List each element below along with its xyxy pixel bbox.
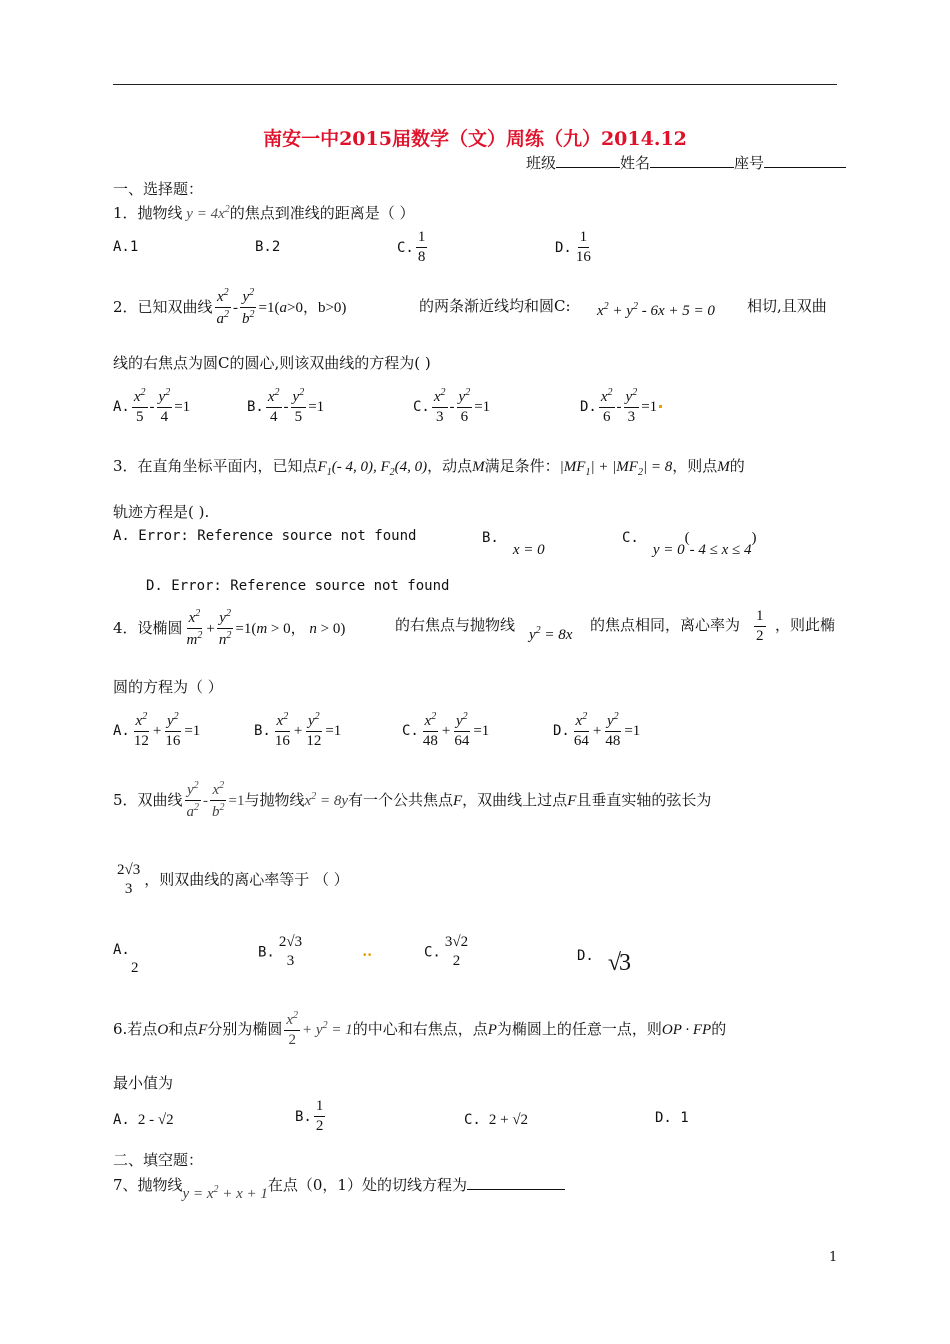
q4-text-a: 4．设椭圆 xyxy=(113,618,183,637)
question-3-line2: 轨迹方程是( ). xyxy=(113,503,210,521)
fraction: $\frac{y^2}{b^2}$ xyxy=(242,287,255,328)
q2-option-d-label: D. xyxy=(580,398,597,415)
q1-option-d xyxy=(555,229,595,267)
q1-option-c xyxy=(397,229,429,267)
q1-option-a xyxy=(113,239,138,255)
q2-text-c: 相切,且双曲 xyxy=(747,297,827,315)
fraction: $\frac{y^2}{5}$ xyxy=(292,387,305,426)
q7-text-b: 在点（0，1）处的切线方程为 xyxy=(267,1176,467,1194)
q3-option-c-label: C. xyxy=(622,530,639,546)
name-blank[interactable] xyxy=(650,153,734,168)
q4-text-d-wrap xyxy=(775,614,835,635)
q6-text-b: 和点 xyxy=(168,1019,199,1038)
q5-option-d: D. √3 xyxy=(577,948,630,976)
q3-option-d: D. Error: Reference source not found xyxy=(146,578,450,594)
q6-option-d: D. 1 xyxy=(655,1110,689,1126)
fraction: $\frac{1}{2}$ xyxy=(315,1098,324,1135)
fraction: $\frac{x^2}{6}$ xyxy=(600,387,613,426)
fraction: $\frac{1}{16}$ xyxy=(575,229,591,266)
q1-text-b: 的焦点到准线的距离是（ ） xyxy=(229,204,415,222)
artifact-dots: ‥ xyxy=(362,942,373,961)
q3-text-d: ，则点 xyxy=(672,457,718,475)
q3-option-a: A. Error: Reference source not found xyxy=(113,528,417,544)
q1-option-b xyxy=(255,239,280,255)
q4-text-c-wrap xyxy=(590,614,740,635)
fraction: 2√3 3 xyxy=(117,862,141,898)
q6-text-f: 的 xyxy=(711,1019,727,1038)
q3-condition-formula: $|MF_1| + |MF_2| = 8$ xyxy=(559,459,673,478)
fraction: $\frac{1}{8}$ xyxy=(417,229,426,266)
q5-option-b-label: B. xyxy=(258,944,275,961)
fraction: $\frac{y^2}{a^2}$ xyxy=(186,780,200,821)
q1-option-a-label: A.1 xyxy=(113,239,139,255)
q4-option-c-label: C. xyxy=(402,722,419,739)
q4-text-b-wrap xyxy=(395,614,515,635)
q3-text-e: 的 xyxy=(729,457,745,475)
q6-option-a-label: A. xyxy=(113,1112,130,1128)
page-title: 南安一中2015届数学（文）周练（九）2014.12 xyxy=(263,128,687,150)
fraction: $\frac{x^2}{3}$ xyxy=(433,387,446,426)
fraction: $\frac{x^2}{2}$ xyxy=(286,1010,299,1049)
seat-label: 座号 xyxy=(734,154,765,172)
fraction: $\frac{x^2}{4}$ xyxy=(267,387,280,426)
q5-option-d-label: D. xyxy=(577,948,594,964)
q2-text-c-wrap xyxy=(747,295,827,316)
q6-option-c: C. 2 + √2 xyxy=(464,1112,529,1128)
fraction: 3√2 2 xyxy=(444,934,469,970)
question-5-line2 xyxy=(113,862,349,899)
fraction: $\frac{x^2}{64}$ xyxy=(573,711,589,750)
q5-text-e: 且垂直实轴的弦长为 xyxy=(576,790,712,809)
top-rule xyxy=(113,84,837,85)
q5-text-d: ，双曲线上过点 xyxy=(462,790,568,809)
q3-option-b-label: B. xyxy=(482,530,499,546)
q5-text-c: 有一个公共焦点 xyxy=(347,790,453,809)
fraction: $\frac{y^2}{16}$ xyxy=(165,711,181,750)
question-7-stem xyxy=(113,1174,565,1202)
student-info-line xyxy=(526,152,846,173)
section-heading-2: 二、填空题： xyxy=(113,1151,204,1169)
q2-option-d: D. $\frac{x^2}{6}$ - $\frac{y^2}{3}$ =1 xyxy=(580,387,662,427)
question-6-line2: 最小值为 xyxy=(113,1074,174,1092)
q3-text-c: 满足条件： xyxy=(484,457,560,475)
q4-option-a-label: A. xyxy=(113,722,130,739)
fraction: $\frac{y^2}{12}$ xyxy=(306,711,322,750)
fraction: $\frac{x^2}{16}$ xyxy=(274,711,290,750)
q4-option-b: B. $\frac{x^2}{16}$ + $\frac{y^2}{12}$ =1 xyxy=(254,711,342,750)
q5-text-b: 与抛物线 xyxy=(244,790,305,809)
fraction: $\frac{x^2}{12}$ xyxy=(133,711,149,750)
q2-text-a: 2．已知双曲线 xyxy=(113,297,213,316)
q1-option-d-label: D. xyxy=(555,239,572,256)
q1-option-b-label: B.2 xyxy=(255,239,281,255)
artifact-dot xyxy=(659,405,662,408)
q4-option-d: D. $\frac{x^2}{64}$ + $\frac{y^2}{48}$ =1 xyxy=(553,711,641,750)
fraction: $\frac{y^2}{64}$ xyxy=(454,711,470,750)
q5-option-a: A. 2 xyxy=(113,942,139,976)
q3-points-formula: $F_1(-$ 4, 0), $F_2(4$, 0) xyxy=(317,459,428,478)
q3-option-b: B.x = 0 xyxy=(482,530,545,558)
fraction: $\frac{y^2}{6}$ xyxy=(458,387,471,426)
fraction: $\frac{y^2}{n^2}$ xyxy=(218,608,232,649)
q1-text-a: 1．抛物线 xyxy=(113,204,183,222)
q3-text-a: 3．在直角坐标平面内，已知点 xyxy=(113,457,318,475)
fraction: $\frac{1}{2}$ xyxy=(756,608,764,645)
q4-eccentricity xyxy=(752,608,768,646)
q2-option-b-label: B. xyxy=(247,398,264,415)
q1-formula: $y = 4x^2$ xyxy=(182,204,230,222)
q4-text-c: 的焦点相同，离心率为 xyxy=(590,616,741,634)
question-2-line2: 线的右焦点为圆C的圆心,则该双曲线的方程为( ) xyxy=(113,354,431,372)
q6-text-e: 为椭圆上的任意一点，则 xyxy=(496,1019,662,1038)
fraction: $\frac{y^2}{48}$ xyxy=(605,711,621,750)
q6-option-b-label: B. xyxy=(295,1108,312,1125)
q2-option-c: C. $\frac{x^2}{3}$ - $\frac{y^2}{6}$ =1 xyxy=(413,387,491,426)
question-1-stem xyxy=(113,202,415,223)
seat-blank[interactable] xyxy=(764,153,846,168)
question-2-stem: 2．已知双曲线 $\frac{x^2}{a^2}$ - $\frac{y^2}{b^2}$ =1(a>0，b>0) xyxy=(113,287,347,328)
q7-formula: $y = x^2 + x + 1$ xyxy=(182,1184,268,1202)
q5-text-a: 5．双曲线 xyxy=(113,790,183,809)
q4-option-c: C. $\frac{x^2}{48}$ + $\frac{y^2}{64}$ =1 xyxy=(402,711,490,750)
q2-option-a: A. $\frac{x^2}{5}$ - $\frac{y^2}{4}$ =1 xyxy=(113,387,191,426)
fraction: $\frac{x^2}{m^2}$ xyxy=(186,608,203,649)
q5-option-c xyxy=(424,934,472,971)
q7-answer-blank[interactable] xyxy=(467,1175,565,1190)
q3-text-b: ，动点 xyxy=(427,457,473,475)
class-label: 班级 xyxy=(526,154,557,172)
q4-parabola-formula: $y^2 = 8x$ xyxy=(529,625,573,643)
page-number: 1 xyxy=(829,1250,838,1265)
fraction: $\frac{x^2}{b^2}$ xyxy=(212,780,225,821)
q4-option-b-label: B. xyxy=(254,722,271,739)
q2-text-b-wrap xyxy=(419,295,571,316)
q4-option-d-label: D. xyxy=(553,722,570,739)
q5-option-b xyxy=(258,934,372,971)
q4-text-d: ，则此椭 xyxy=(775,616,836,634)
q6-text-c: 分别为椭圆 xyxy=(207,1019,283,1038)
q4-option-a: A. $\frac{x^2}{12}$ + $\frac{y^2}{16}$ =1 xyxy=(113,711,201,750)
q3-option-c: C.y = 0(- 4 ≤ x ≤ 4) xyxy=(622,530,757,558)
q6-option-c-label: C. xyxy=(464,1112,481,1128)
q4-text-b: 的右焦点与抛物线 xyxy=(395,616,516,634)
class-blank[interactable] xyxy=(556,153,620,168)
q2-circle-formula: $x^2 + y^2 - 6x + 5 = 0$ xyxy=(597,301,715,319)
question-3-stem: 3．在直角坐标平面内，已知点$F_1(-$ 4, 0), $F_2(4$, 0)，动点M满足条件：$|MF_1| + |MF_2| = 8$，则点M的 xyxy=(113,457,745,478)
fraction: $\frac{x^2}{5}$ xyxy=(133,387,146,426)
question-4-line2: 圆的方程为（ ） xyxy=(113,678,223,696)
fraction: $\frac{x^2}{48}$ xyxy=(422,711,438,750)
q1-option-c-label: C. xyxy=(397,239,414,256)
q6-text-d: 的中心和右焦点，点 xyxy=(352,1019,488,1038)
fraction: $\frac{x^2}{a^2}$ xyxy=(216,287,230,328)
q2-option-a-label: A. xyxy=(113,398,130,415)
q6-text-a: 6.若点 xyxy=(113,1019,158,1038)
fraction: 2√3 3 xyxy=(278,934,303,970)
q5-option-a-label: A. xyxy=(113,942,130,958)
q5-line2-text: ，则双曲线的离心率等于 （ ） xyxy=(144,870,349,889)
name-label: 姓名 xyxy=(620,154,651,172)
q2-text-b: 的两条渐近线均和圆C: xyxy=(419,297,571,315)
q6-option-a: A. 2 - √2 xyxy=(113,1112,174,1128)
section-heading: 一、选择题： xyxy=(113,180,204,198)
question-5-stem: 5．双曲线 $\frac{y^2}{a^2}$ - $\frac{x^2}{b^2}$ =1与抛物线$x^2 = 8y$有一个公共焦点F，双曲线上过点F且垂直实轴的弦长为 xyxy=(113,780,712,821)
q2-option-b: B. $\frac{x^2}{4}$ - $\frac{y^2}{5}$ =1 xyxy=(247,387,325,426)
q2-option-c-label: C. xyxy=(413,398,430,415)
question-6-stem: 6.若点O和点F分别为椭圆 $\frac{x^2}{2}$ + $y^2 = 1$的中心和右焦点，点P为椭圆上的任意一点，则OP · FP的 xyxy=(113,1010,727,1049)
fraction: $\frac{y^2}{4}$ xyxy=(158,387,171,426)
question-4-stem: 4．设椭圆 $\frac{x^2}{m^2}$ + $\frac{y^2}{n^2}$ =1(m > 0， n > 0) xyxy=(113,608,346,649)
q7-text-a: 7、抛物线 xyxy=(113,1176,183,1194)
fraction: $\frac{y^2}{3}$ xyxy=(625,387,638,426)
q5-option-c-label: C. xyxy=(424,944,441,961)
q6-option-b xyxy=(295,1098,327,1136)
